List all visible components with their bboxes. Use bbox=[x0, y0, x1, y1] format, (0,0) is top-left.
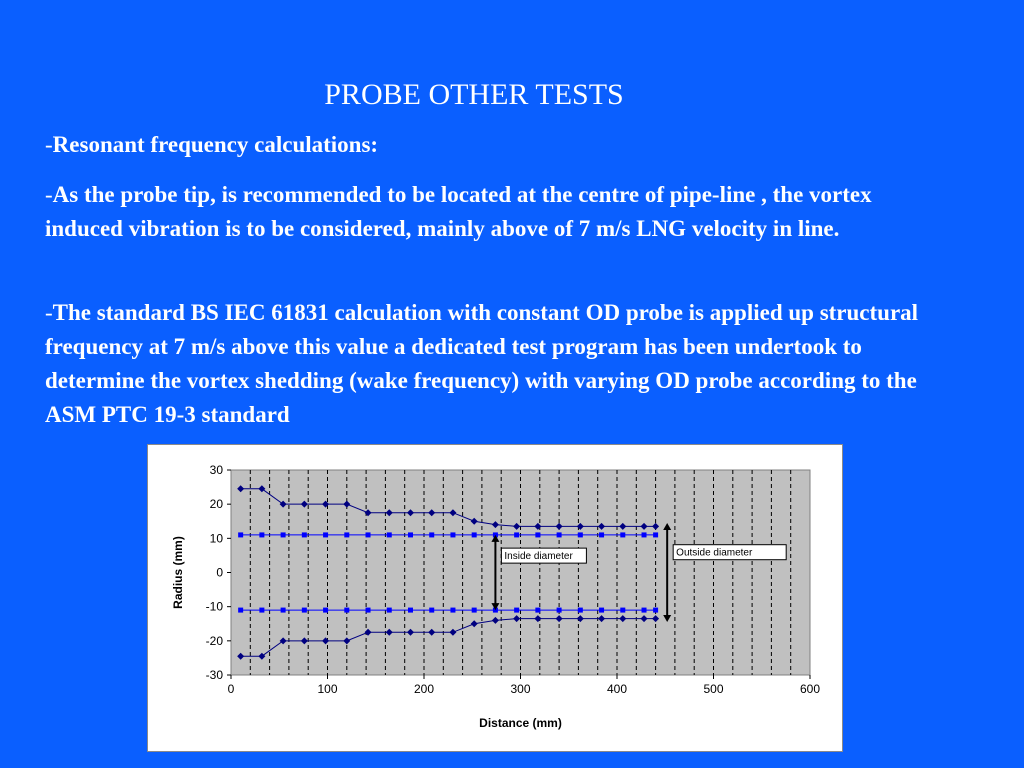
inside-lower-point bbox=[599, 608, 604, 613]
bullet-text: The standard BS IEC 61831 calculation with constant OD probe is applied up structural frequency at 7 m/s above this value a dedicated test program has been undertook to determine the vortex shedding (wake frequency) with varying OD probe according to the ASM PTC 19-3 standard bbox=[45, 300, 919, 427]
inside-upper-point bbox=[557, 532, 562, 537]
inside-lower-point bbox=[281, 608, 286, 613]
y-tick-label: -20 bbox=[205, 633, 223, 648]
slide-title: PROBE OTHER TESTS bbox=[324, 78, 624, 111]
inside-upper-point bbox=[578, 532, 583, 537]
inside-upper-point bbox=[344, 532, 349, 537]
inside-lower-point bbox=[535, 608, 540, 613]
inside-lower-point bbox=[514, 608, 519, 613]
x-tick-label: 0 bbox=[227, 682, 235, 696]
inside-lower-point bbox=[323, 608, 328, 613]
inside-lower-point bbox=[653, 608, 658, 613]
x-tick-label: 200 bbox=[413, 682, 435, 696]
inside-lower-point bbox=[450, 608, 455, 613]
inside-upper-point bbox=[238, 532, 243, 537]
inside-upper-point bbox=[281, 532, 286, 537]
inside-lower-point bbox=[408, 608, 413, 613]
bullet-dash: - bbox=[45, 132, 53, 157]
inside-upper-point bbox=[366, 532, 371, 537]
y-tick-label: -10 bbox=[205, 599, 223, 614]
x-tick-label: 100 bbox=[317, 682, 338, 696]
inside-lower-point bbox=[557, 608, 562, 613]
inside-upper-point bbox=[323, 532, 328, 537]
bullet-text: Resonant frequency calculations: bbox=[52, 132, 379, 157]
x-tick-label: 600 bbox=[799, 682, 821, 696]
inside-upper-point bbox=[653, 532, 658, 537]
bullet-resonant-frequency bbox=[45, 128, 945, 162]
radius-distance-chart bbox=[147, 444, 843, 752]
inside-upper-point bbox=[302, 532, 307, 537]
x-axis-title: Distance (mm) bbox=[479, 716, 562, 730]
inside-lower-point bbox=[366, 608, 371, 613]
bullet-dash: - bbox=[45, 182, 53, 207]
inside-upper-point bbox=[450, 532, 455, 537]
inside-lower-point bbox=[578, 608, 583, 613]
x-tick-label: 300 bbox=[510, 682, 531, 696]
inside-upper-point bbox=[259, 532, 264, 537]
x-tick-label: 500 bbox=[703, 682, 724, 696]
inside-lower-point bbox=[259, 608, 264, 613]
inside-diameter-label: Inside diameter bbox=[504, 551, 573, 563]
y-tick-label: 10 bbox=[209, 531, 223, 546]
inside-upper-point bbox=[514, 532, 519, 537]
y-tick-label: 0 bbox=[216, 565, 223, 580]
x-tick-label: 400 bbox=[606, 682, 628, 696]
inside-upper-point bbox=[429, 532, 434, 537]
chart-svg bbox=[148, 445, 842, 751]
inside-upper-point bbox=[599, 532, 604, 537]
inside-lower-point bbox=[620, 608, 625, 613]
inside-upper-point bbox=[535, 532, 540, 537]
inside-lower-point bbox=[344, 608, 349, 613]
bullet-text: As the probe tip, is recommended to be located at the centre of pipe-line , the vortex induced vibration is to be considered, mainly above of 7 m/s LNG velocity in line. bbox=[45, 182, 872, 241]
inside-upper-point bbox=[472, 532, 477, 537]
y-tick-label: 20 bbox=[209, 497, 223, 512]
bullet-dash: - bbox=[45, 300, 53, 325]
bullet-vortex-vibration bbox=[45, 178, 945, 246]
bullet-standard-calculation bbox=[45, 296, 945, 432]
y-tick-label: -30 bbox=[205, 668, 223, 682]
inside-lower-point bbox=[238, 608, 243, 613]
inside-lower-point bbox=[387, 608, 392, 613]
inside-lower-point bbox=[429, 608, 434, 613]
inside-upper-point bbox=[620, 532, 625, 537]
outside-diameter-label: Outside diameter bbox=[676, 547, 753, 559]
inside-lower-point bbox=[472, 608, 477, 613]
inside-upper-point bbox=[408, 532, 413, 537]
inside-upper-point bbox=[642, 532, 647, 537]
inside-upper-point bbox=[387, 532, 392, 537]
inside-lower-point bbox=[302, 608, 307, 613]
y-axis-title: Radius (mm) bbox=[171, 536, 185, 609]
y-tick-label: 30 bbox=[209, 463, 223, 477]
inside-lower-point bbox=[642, 608, 647, 613]
